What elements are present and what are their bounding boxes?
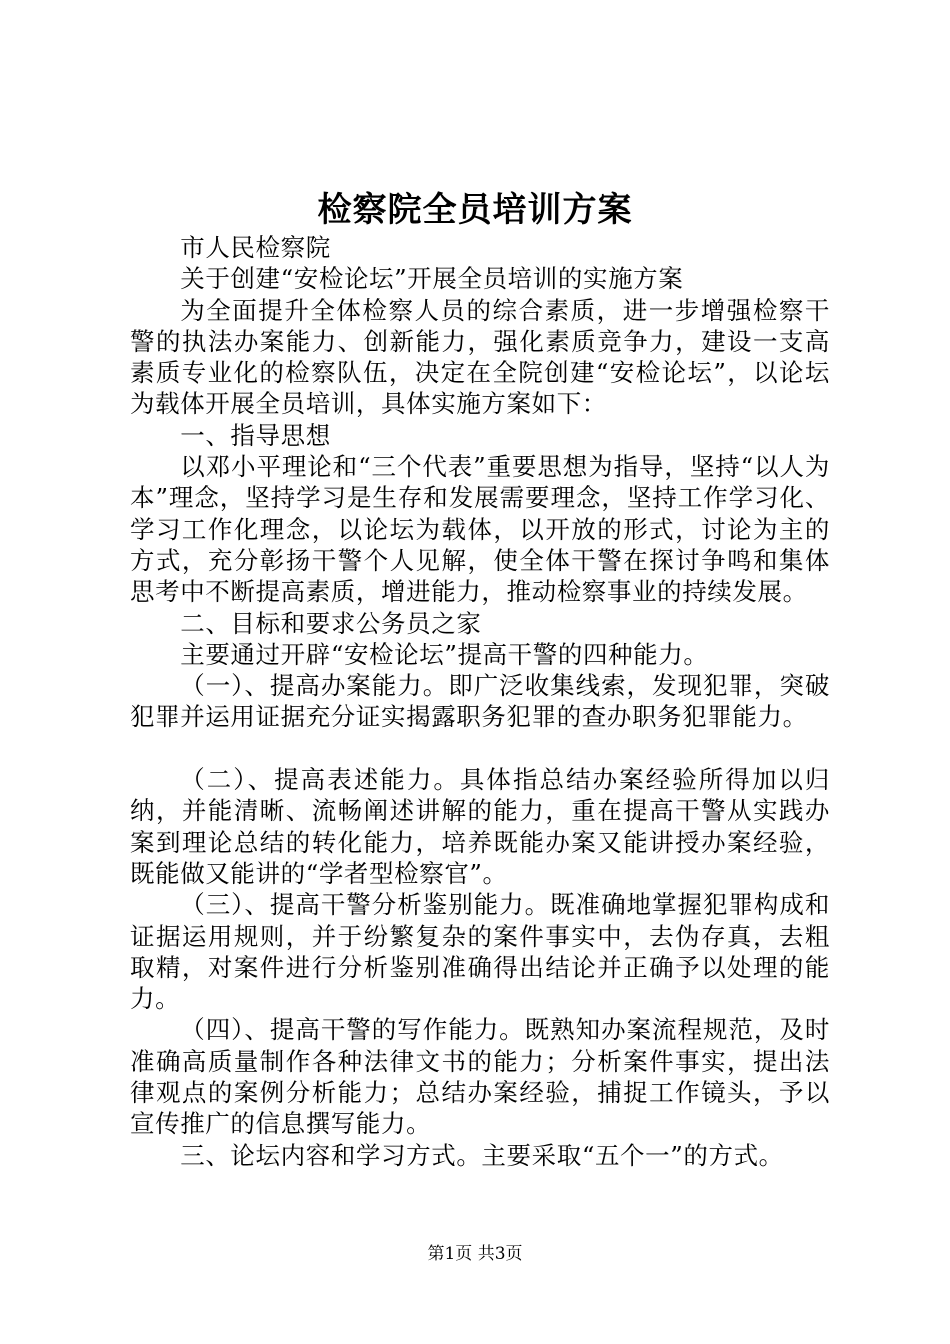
item-4-paragraph: （四）、提高干警的写作能力。既熟知办案流程规范，及时准确高质量制作各种法律文书的能力；分析案件事实，提出法律观点的案例分析能力；总结办案经验，捕捉工作镜头，予以宣传推广的信息撰写能力。 [130, 1015, 830, 1139]
item-1-paragraph: （一）、提高办案能力。即广泛收集线索，发现犯罪，突破犯罪并运用证据充分证实揭露职务犯罪的查办职务犯罪能力。 [130, 671, 830, 732]
blank-line [130, 733, 830, 764]
item-2-paragraph: （二）、提高表述能力。具体指总结办案经验所得加以归纳，并能清晰、流畅阐述讲解的能力，重在提高干警从实践办案到理论总结的转化能力，培养既能办案又能讲授办案经验，既能做又能讲的“学者型检察官”。 [130, 765, 830, 888]
document-body [130, 232, 830, 1171]
goals-paragraph: 主要通过开辟“安检论坛”提高干警的四种能力。 [180, 639, 709, 669]
section-heading-guiding-ideology: 一、指导思想 [180, 420, 331, 450]
guiding-ideology-paragraph: 以邓小平理论和“三个代表”重要思想为指导，坚持“以人为本”理念，坚持学习是生存和发展需要理念，坚持工作学习化、学习工作化理念，以论坛为载体，以开放的形式，讨论为主的方式，充分彰扬干警个人见解，使全体干警在探讨争鸣和集体思考中不断提高素质，增进能力，推动检察事业的持续发展。 [130, 452, 830, 607]
section-heading-content: 三、论坛内容和学习方式。主要采取“五个一”的方式。 [180, 1140, 784, 1170]
subtitle-line: 关于创建“安检论坛”开展全员培训的实施方案 [180, 264, 684, 294]
page-number-footer: 第1页 共3页 [427, 1244, 523, 1264]
issuer-line: 市人民检察院 [180, 233, 331, 262]
item-3-paragraph: （三）、提高干警分析鉴别能力。既准确地掌握犯罪构成和证据运用规则，并于纷繁复杂的案件事实中，去伪存真，去粗取精，对案件进行分析鉴别准确得出结论并正确予以处理的能力。 [130, 890, 830, 1014]
intro-paragraph: 为全面提升全体检察人员的综合素质，进一步增强检察干警的执法办案能力、创新能力，强化素质竞争力，建设一支高素质专业化的检察队伍，决定在全院创建“安检论坛”，以论坛为载体开展全员培训，具体实施方案如下： [130, 295, 830, 419]
document-title: 检察院全员培训方案 [317, 190, 633, 230]
section-heading-goals: 二、目标和要求公务员之家 [180, 608, 482, 638]
